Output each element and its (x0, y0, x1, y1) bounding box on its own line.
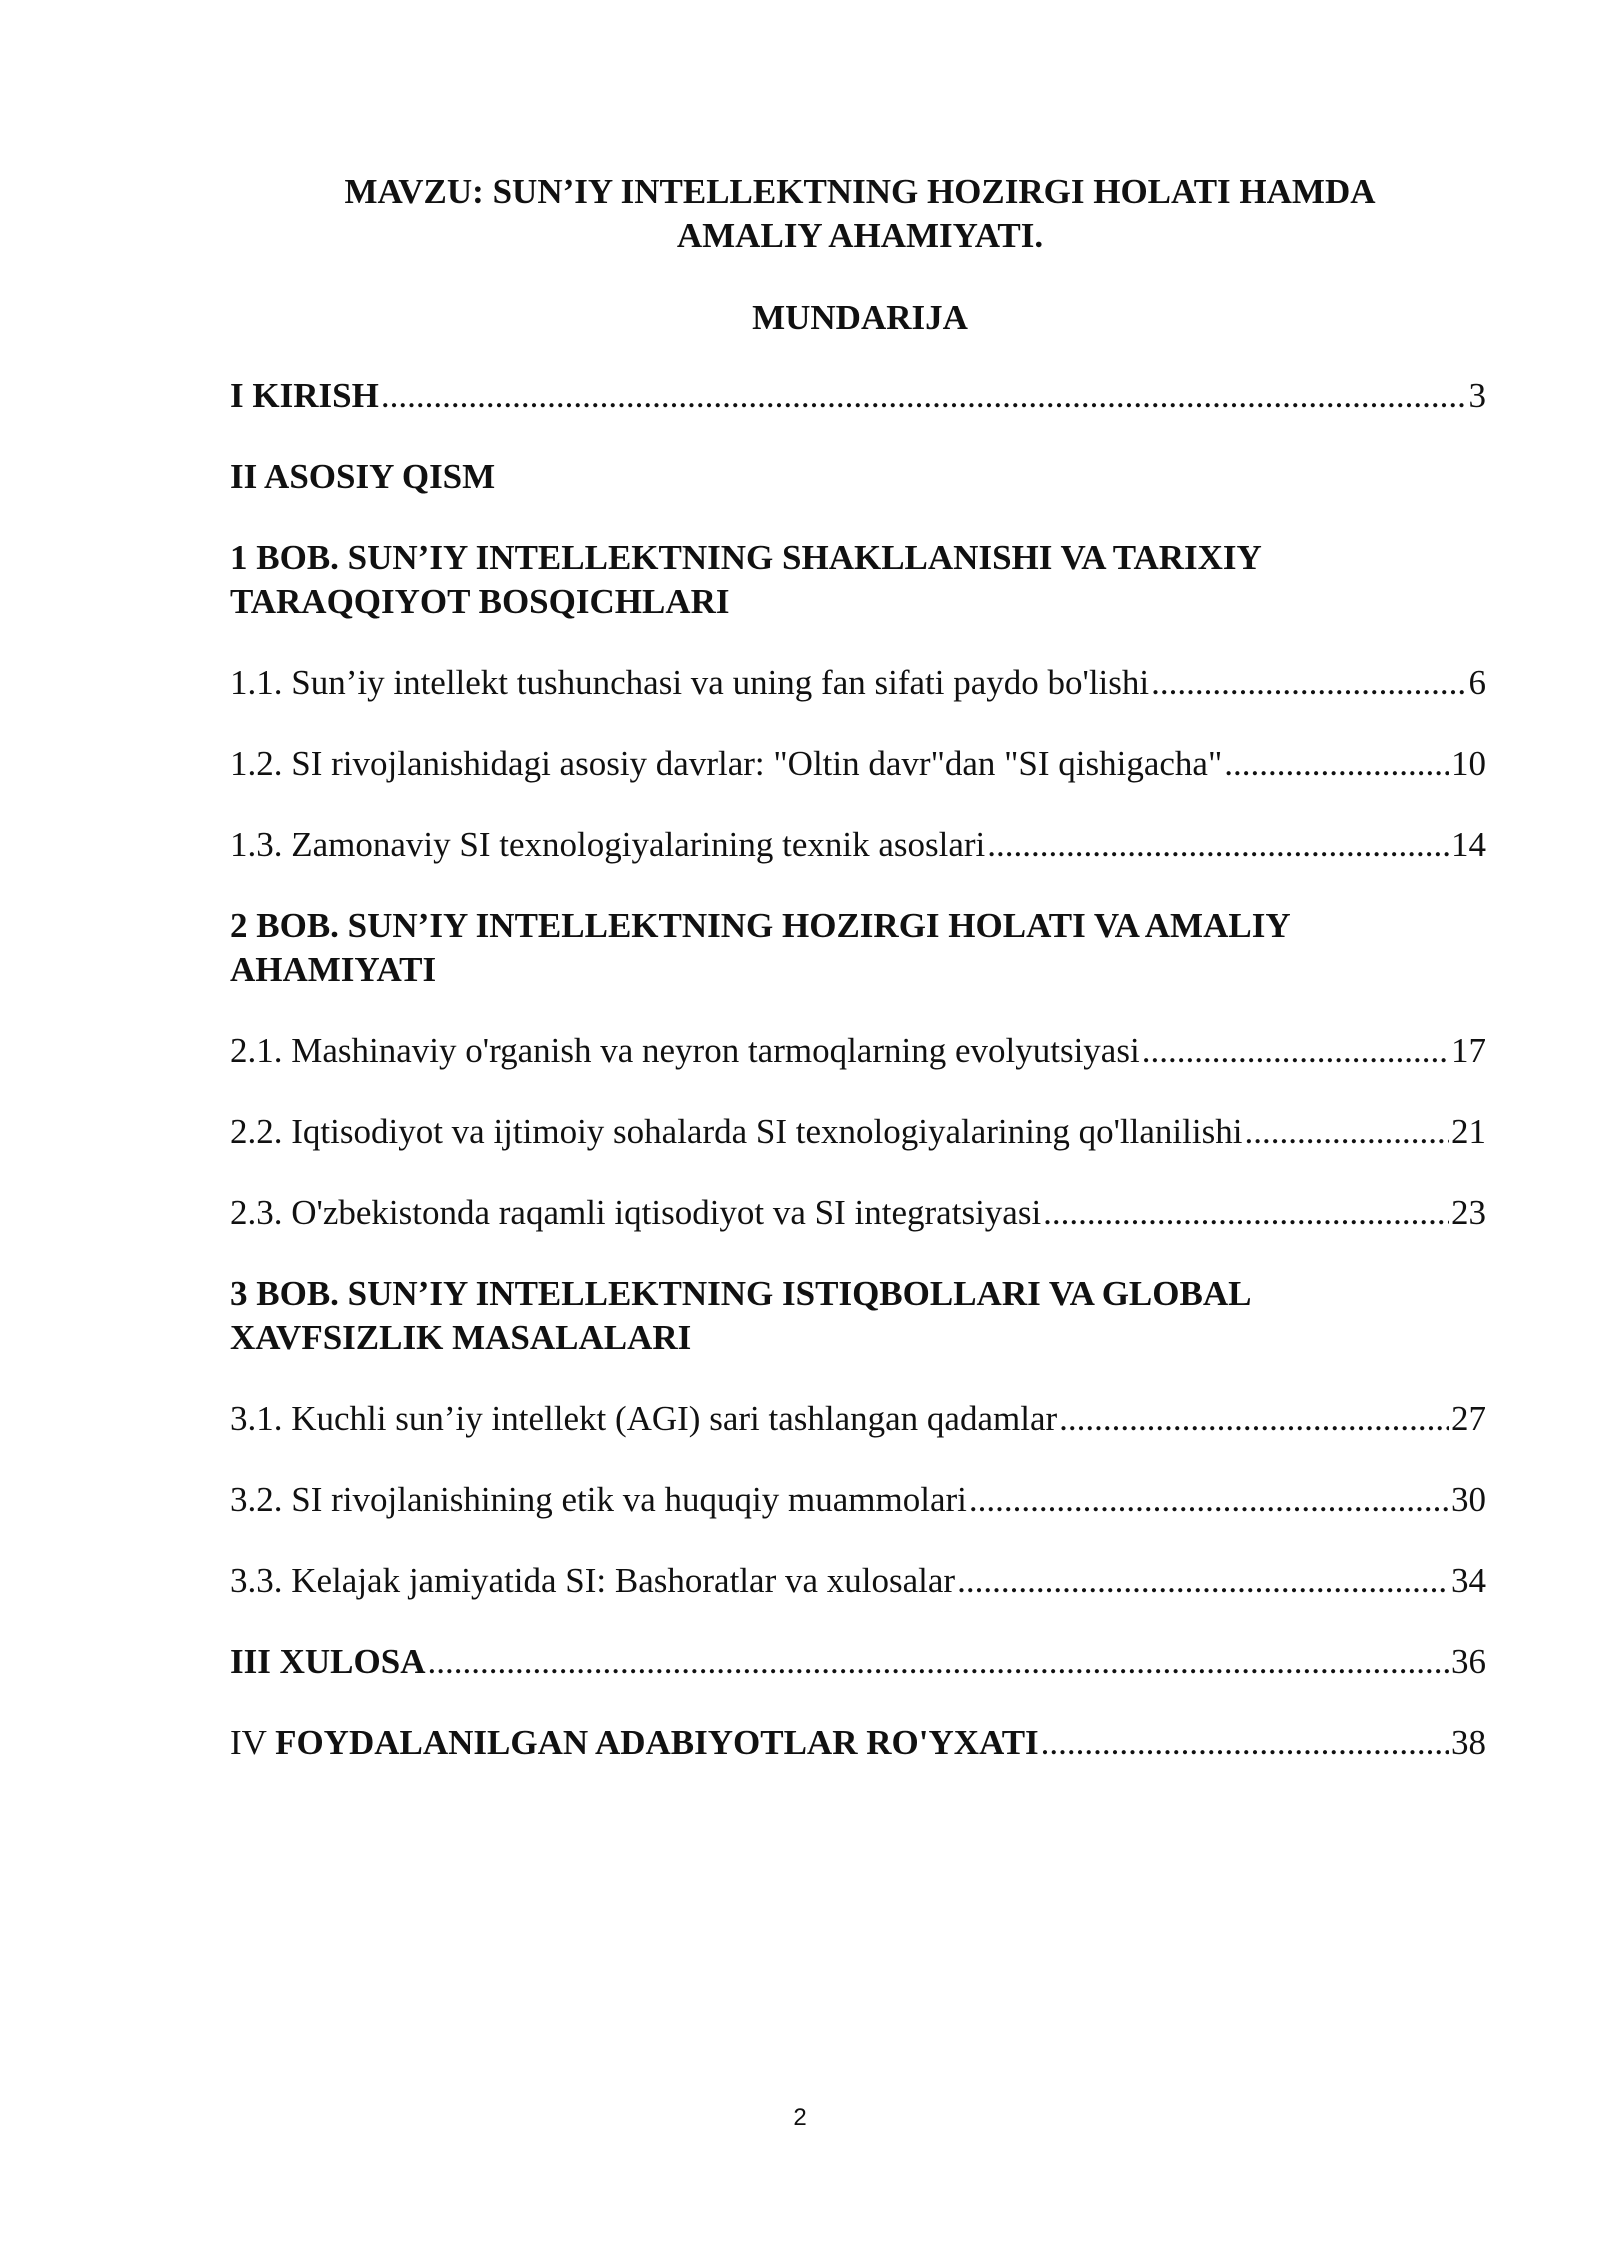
toc-entry-3-2[interactable] (230, 1478, 1486, 1522)
dot-leader (1043, 1191, 1449, 1235)
toc-entry-label (230, 1721, 1039, 1765)
chapter-title-line-2: AHAMIYATI (230, 950, 437, 989)
toc-entry-page: 3 (1468, 376, 1486, 415)
toc-entry-label: I KIRISH (230, 376, 379, 415)
toc-entry-2-1[interactable] (230, 1029, 1486, 1073)
toc-heading: MUNDARIJA (752, 298, 968, 337)
toc-entry-page: 6 (1468, 663, 1486, 702)
chapter-title-line-1: 3 BOB. SUN’IY INTELLEKTNING ISTIQBOLLARI VA GLOBAL (230, 1274, 1252, 1313)
document-title-line-2: AMALIY AHAMIYATI. (676, 216, 1044, 255)
dot-leader (381, 374, 1467, 418)
toc-entry-page: 14 (1451, 825, 1486, 864)
toc-entry-page: 27 (1451, 1399, 1486, 1438)
toc-entry-label: 2.1. Mashinaviy o'rganish va neyron tarmoqlarning evolyutsiyasi (230, 1031, 1140, 1070)
toc-entry-label: 3.1. Kuchli sun’iy intellekt (AGI) sari tashlangan qadamlar (230, 1399, 1058, 1438)
toc-entry-2-3[interactable] (230, 1191, 1486, 1235)
document-title-line-1: MAVZU: SUN’IY INTELLEKTNING HOZIRGI HOLATI HAMDA (344, 172, 1376, 211)
toc-entry-3-1[interactable] (230, 1397, 1486, 1441)
toc-entry-page: 30 (1451, 1480, 1486, 1519)
toc-entry-label: 2.2. Iqtisodiyot va ijtimoiy sohalarda SI texnologiyalarining qo'llanilishi (230, 1112, 1243, 1151)
dot-leader (1142, 1029, 1449, 1073)
dot-leader (987, 823, 1449, 867)
toc-entry-label: 1.3. Zamonaviy SI texnologiyalarining texnik asoslari (230, 825, 986, 864)
toc-entry-page: 17 (1451, 1031, 1486, 1070)
toc-entry-label: III XULOSA (230, 1642, 426, 1681)
toc-entry-page: 21 (1451, 1112, 1486, 1151)
dot-leader (427, 1640, 1449, 1684)
dot-leader (1244, 1110, 1449, 1154)
toc-section-main-part: II ASOSIY QISM (230, 457, 496, 496)
toc-entry-title: FOYDALANILGAN ADABIYOTLAR RO'YXATI (275, 1723, 1039, 1762)
toc-entry-intro[interactable] (230, 374, 1486, 418)
toc-chapter-3-title (230, 1272, 1490, 1360)
dot-leader (969, 1478, 1449, 1522)
toc-entry-3-3[interactable] (230, 1559, 1486, 1603)
dot-leader (1059, 1397, 1449, 1441)
toc-entry-prefix: IV (230, 1723, 276, 1762)
document-title (230, 170, 1490, 258)
chapter-title-line-2: TARAQQIYOT BOSQICHLARI (230, 582, 730, 621)
toc-entry-page: 10 (1451, 744, 1486, 783)
toc-entry-1-3[interactable] (230, 823, 1486, 867)
toc-entry-conclusion[interactable] (230, 1640, 1486, 1684)
toc-entry-page: 23 (1451, 1193, 1486, 1232)
toc-chapter-1-title (230, 536, 1490, 624)
chapter-title-line-2: XAVFSIZLIK MASALALARI (230, 1318, 692, 1357)
chapter-title-line-1: 1 BOB. SUN’IY INTELLEKTNING SHAKLLANISHI VA TARIXIY (230, 538, 1262, 577)
toc-entry-references[interactable] (230, 1721, 1486, 1765)
chapter-title-line-1: 2 BOB. SUN’IY INTELLEKTNING HOZIRGI HOLATI VA AMALIY (230, 906, 1291, 945)
dot-leader (1041, 1721, 1449, 1765)
toc-entry-2-2[interactable] (230, 1110, 1486, 1154)
dot-leader (957, 1559, 1449, 1603)
toc-entry-label: 3.3. Kelajak jamiyatida SI: Bashoratlar va xulosalar (230, 1561, 956, 1600)
toc-entry-page: 36 (1451, 1642, 1486, 1681)
page-number: 2 (793, 2104, 807, 2131)
toc-entry-label: 1.1. Sun’iy intellekt tushunchasi va uning fan sifati paydo bo'lishi (230, 663, 1150, 702)
toc-entry-label: 1.2. SI rivojlanishidagi asosiy davrlar: "Oltin davr"dan "SI qishigacha" (230, 744, 1223, 783)
toc-chapter-2-title (230, 904, 1490, 992)
toc-entry-1-1[interactable] (230, 661, 1486, 705)
toc-entry-page: 38 (1451, 1723, 1486, 1762)
toc-entry-label: 3.2. SI rivojlanishining etik va huquqiy muammolari (230, 1480, 967, 1519)
toc-entry-page: 34 (1451, 1561, 1486, 1600)
dot-leader (1224, 742, 1449, 786)
dot-leader (1151, 661, 1466, 705)
toc-entry-label: 2.3. O'zbekistonda raqamli iqtisodiyot va SI integratsiyasi (230, 1193, 1042, 1232)
toc-entry-1-2[interactable] (230, 742, 1486, 786)
